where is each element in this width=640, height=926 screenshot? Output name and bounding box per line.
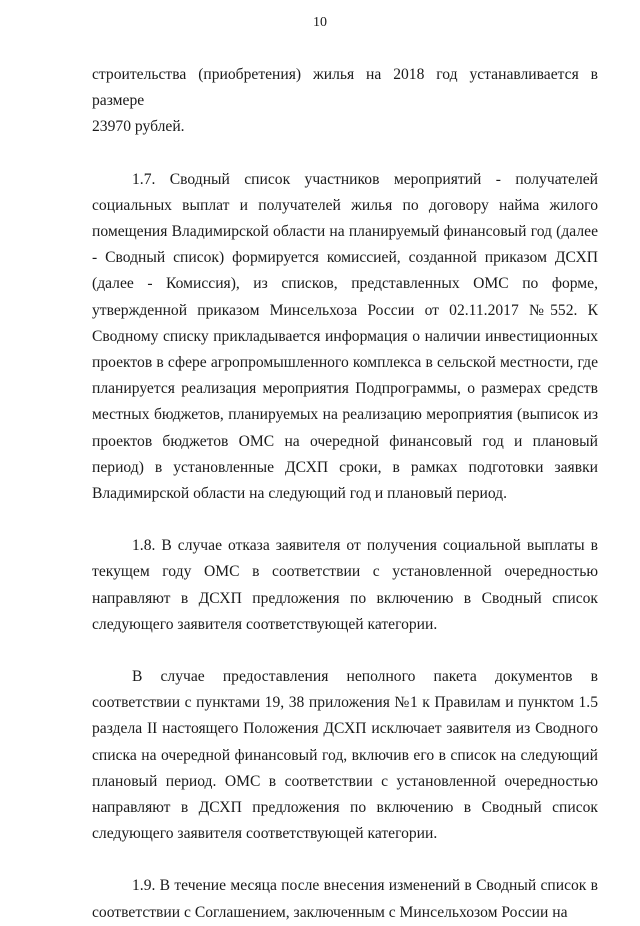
paragraph-1-7: 1.7. Сводный список участников мероприятий - получателей социальных выплат и получателей жилья по договору найма жилого помещения Владимирской области на планируемый финансовый год (далее - Сводный список) формируется комиссией, созданной приказом ДСХП (далее - Комиссия), из списков, представленных ОМС по форме, утвержденной приказом Минсельхоза России от 02.11.2017 №552. К Сводному списку прикладывается информация о наличии инвестиционных проектов в сфере агропромышленного комплекса в сельской местности, где планируется реализация мероприятия Подпрограммы, о размерах средств местных бюджетов, планируемых на реализацию мероприятия (выписок из проектов бюджетов ОМС на очередной финансовый год и плановый период) в установленные ДСХП сроки, в рамках подготовки заявки Владимирской области на следующий год и плановый период. (92, 170, 598, 503)
paragraph-1-8: 1.8. В случае отказа заявителя от получения социальной выплаты в текущем году ОМС в соответствии с установленной очередностью направляют в ДСХП предложения по включению в Сводный список следующего заявителя соответствующей категории. (92, 537, 598, 633)
paragraph-continuation-line-2: 23970 рублей. (92, 118, 185, 136)
paragraph-incomplete-documents: В случае предоставления неполного пакета документов в соответствии с пунктами 19, 38 приложения №1 к Правилам и пунктом 1.5 раздела II настоящего Положения ДСХП исключает заявителя из Сводного списка на очередной финансовый год, включив его в список на следующий плановый период. ОМС в соответствии с установленной очередностью направляют в ДСХП предложения по включению в Сводный список следующего заявителя соответствующей категории. (92, 668, 598, 843)
paragraph-continuation (92, 62, 598, 141)
paragraph-1-9: 1.9. В течение месяца после внесения изменений в Сводный список в соответствии с Соглашением, заключенным с Минсельхозом России на (92, 877, 598, 921)
paragraph-continuation-line-1: строительства (приобретения) жилья на 2018 год устанавливается в размере (92, 66, 598, 110)
document-body (92, 62, 598, 926)
page-number: 10 (313, 15, 327, 30)
